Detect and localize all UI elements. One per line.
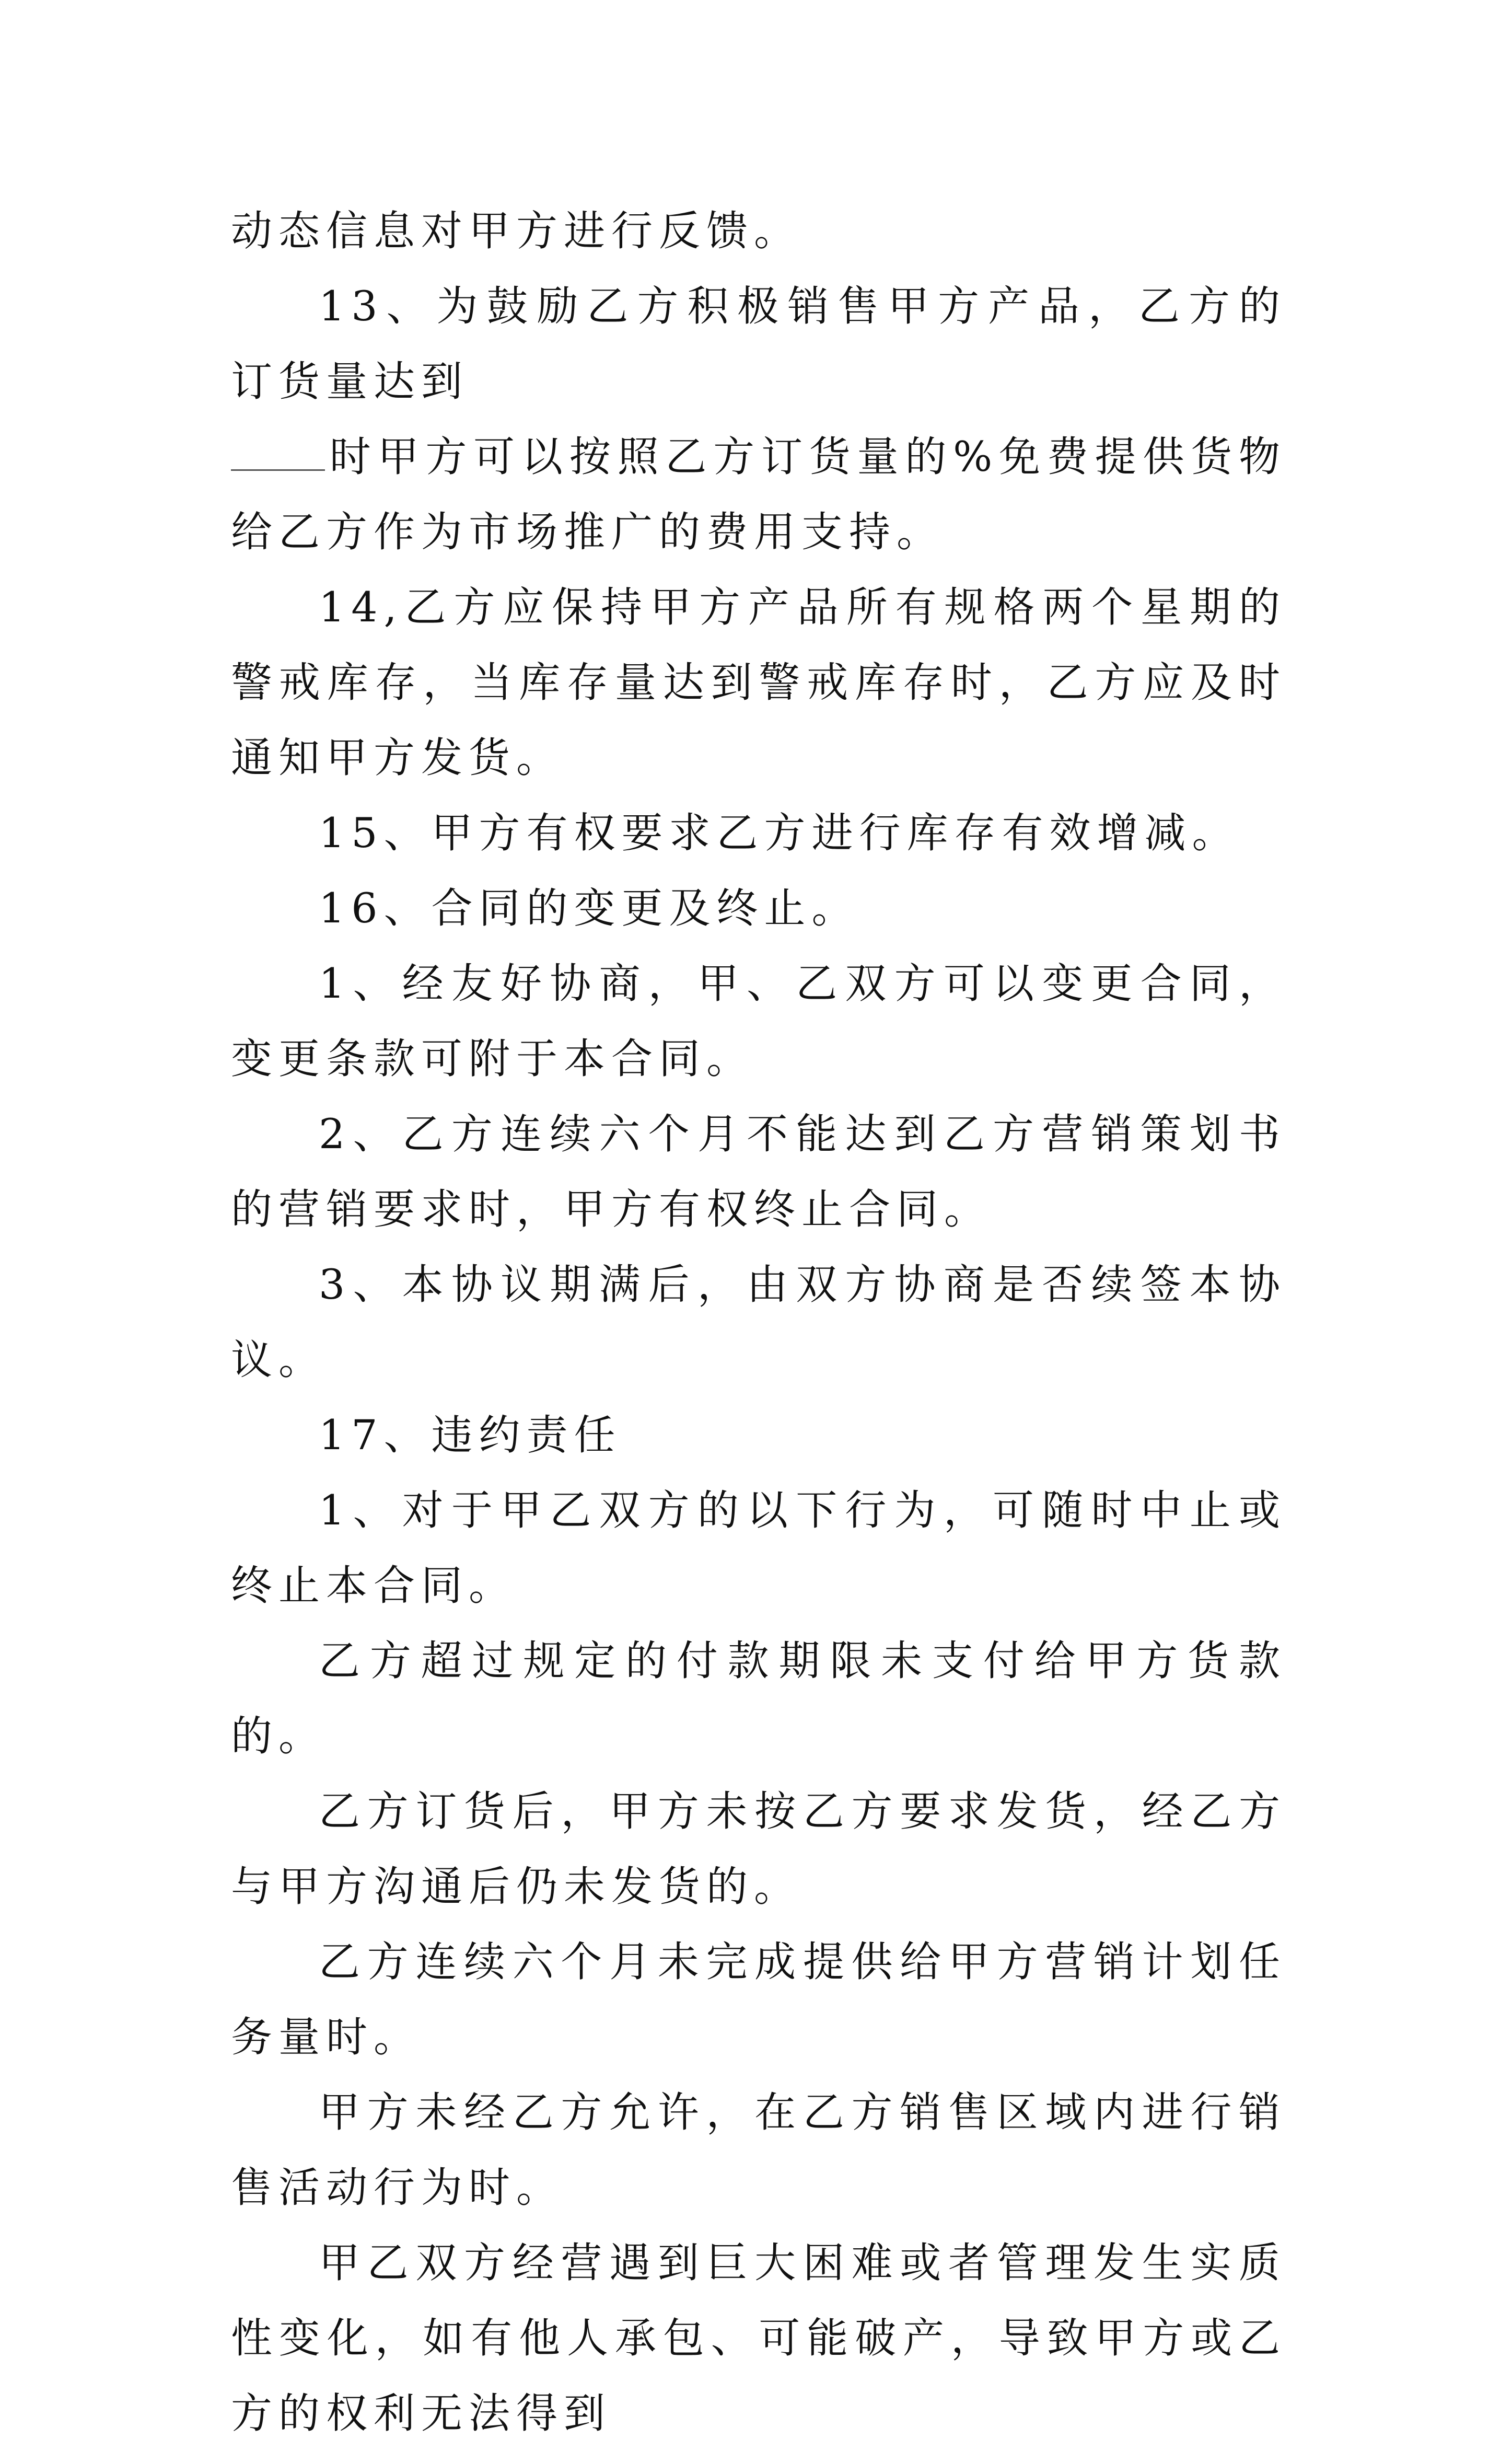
paragraph: 甲乙双方经营遇到巨大困难或者管理发生实质性变化，如有他人承包、可能破产，导致甲方或乙方的权利无法得到 bbox=[231, 2239, 1286, 2437]
paragraph: 14,乙方应保持甲方产品所有规格两个星期的警戒库存，当库存量达到警戒库存时，乙方应及时通知甲方发货。 bbox=[231, 583, 1286, 782]
paragraph: 动态信息对甲方进行反馈。 bbox=[231, 207, 801, 255]
document-body bbox=[231, 193, 1286, 2451]
paragraph: 乙方超过规定的付款期限未支付给甲方货款的。 bbox=[231, 1637, 1286, 1760]
paragraph: 乙方连续六个月未完成提供给甲方营销计划任务量时。 bbox=[231, 1938, 1286, 2061]
paragraph-with-blank bbox=[231, 419, 1286, 570]
paragraph: 甲方未经乙方允许，在乙方销售区域内进行销售活动行为时。 bbox=[231, 2088, 1286, 2212]
paragraph: 1、经友好协商，甲、乙双方可以变更合同，变更条款可附于本合同。 bbox=[231, 959, 1286, 1083]
paragraph: 16、合同的变更及终止。 bbox=[319, 884, 859, 932]
paragraph: 3、本协议期满后，由双方协商是否续签本协议。 bbox=[231, 1261, 1286, 1384]
paragraph: 15、甲方有权要求乙方进行库存有效增减。 bbox=[319, 809, 1240, 857]
paragraph-text: 时甲方可以按照乙方订货量的%免费提供货物给乙方作为市场推广的费用支持。 bbox=[231, 433, 1286, 556]
fill-in-blank bbox=[231, 438, 325, 471]
paragraph: 2、乙方连续六个月不能达到乙方营销策划书的营销要求时，甲方有权终止合同。 bbox=[231, 1110, 1286, 1233]
paragraph: 1、对于甲乙双方的以下行为，可随时中止或终止本合同。 bbox=[231, 1486, 1286, 1610]
paragraph: 乙方订货后，甲方未按乙方要求发货，经乙方与甲方沟通后仍未发货的。 bbox=[231, 1787, 1286, 1911]
section-heading: 17、违约责任 bbox=[319, 1411, 622, 1459]
paragraph: 13、为鼓励乙方积极销售甲方产品，乙方的订货量达到 bbox=[231, 282, 1286, 406]
